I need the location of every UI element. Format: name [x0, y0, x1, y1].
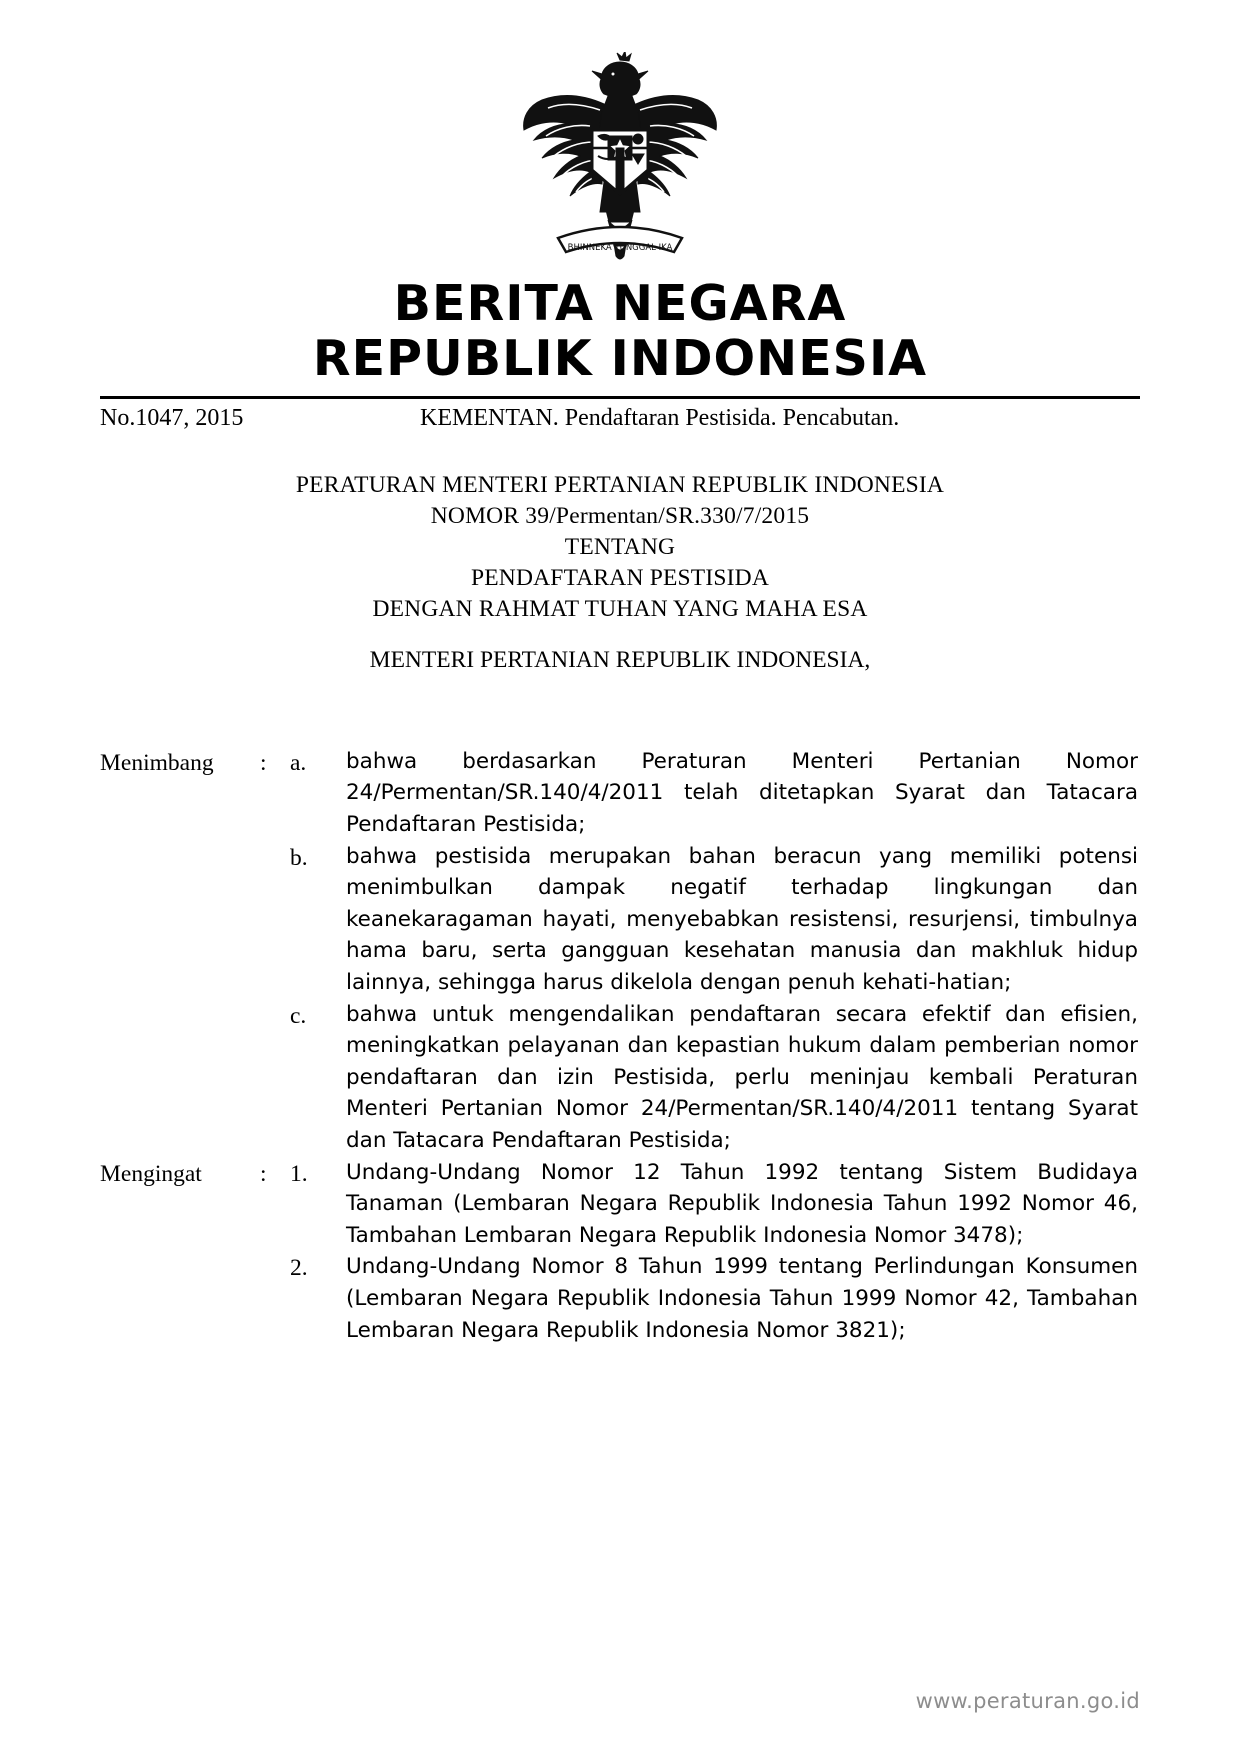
clause-label: Mengingat: [100, 1160, 202, 1187]
clause-text: bahwa pestisida merupakan bahan beracun yang memiliki potensi menimbulkan dampak negatif terhadap lingkungan dan keanekaragaman hayati, menyebabkan resistensi, resurjensi, timbulnya hama baru, serta gangguan kesehatan manusia dan makhluk hidup lainnya, sehingga harus dikelola dengan penuh kehati-hatian;: [346, 843, 1138, 995]
clause-text: Undang-Undang Nomor 8 Tahun 1999 tentang Perlindungan Konsumen (Lembaran Negara Republik Indonesia Tahun 1999 Nomor 42, Tambahan Lembaran Negara Republik Indonesia Nomor 3821);: [346, 1254, 1138, 1343]
clause-colon: :: [260, 749, 267, 776]
masthead-line-2: REPUBLIK INDONESIA: [312, 329, 928, 387]
masthead: [100, 277, 1140, 387]
issuing-authority: MENTERI PERTANIAN REPUBLIK INDONESIA,: [369, 646, 871, 673]
clause-colon: :: [260, 1160, 267, 1187]
issue-row: [100, 405, 1140, 432]
issue-number: No.1047, 2015: [100, 404, 244, 431]
masthead-line-1: BERITA NEGARA: [393, 275, 847, 332]
clause-row: [100, 1157, 1140, 1252]
clause-marker: 2.: [290, 1255, 308, 1282]
clause-row: [100, 746, 1140, 841]
issue-subject: KEMENTAN. Pendaftaran Pestisida. Pencabutan.: [420, 404, 900, 431]
garuda-pancasila-emblem: [520, 52, 720, 267]
clause-text: Undang-Undang Nomor 12 Tahun 1992 tentang Sistem Budidaya Tanaman (Lembaran Negara Republik Indonesia Tahun 1992 Nomor 46, Tambahan Lembaran Negara Republik Indonesia Nomor 3478);: [346, 1159, 1138, 1248]
clauses-section: [100, 746, 1140, 1346]
masthead-divider: [100, 396, 1140, 399]
clause-text: bahwa untuk mengendalikan pendaftaran secara efektif dan efisien, meningkatkan pelayanan dan kepastian hukum dalam pemberian nomor pendaftaran dan izin Pestisida, perlu meninjau kembali Peraturan Menteri Pertanian Nomor 24/Permentan/SR.140/4/2011 tentang Syarat dan Tatacara Pendaftaran Pestisida;: [346, 1001, 1138, 1153]
footer-watermark: www.peraturan.go.id: [915, 1689, 1140, 1713]
clause-marker: c.: [290, 1002, 307, 1029]
emblem-container: [100, 52, 1140, 277]
clause-row: [100, 999, 1140, 1157]
title-line-2: NOMOR 39/Permentan/SR.330/7/2015: [430, 502, 810, 529]
clause-marker: 1.: [290, 1160, 308, 1187]
regulation-title-block: [100, 470, 1140, 625]
clause-row: [100, 841, 1140, 999]
clause-marker: b.: [290, 844, 308, 871]
clause-marker: a.: [290, 749, 307, 776]
title-line-4: PENDAFTARAN PESTISIDA: [470, 564, 770, 591]
clause-text: bahwa berdasarkan Peraturan Menteri Pertanian Nomor 24/Permentan/SR.140/4/2011 telah ditetapkan Syarat dan Tatacara Pendaftaran Pestisida;: [346, 748, 1138, 838]
svg-text:BHINNEKA TUNGGAL IKA: BHINNEKA TUNGGAL IKA: [567, 243, 673, 253]
title-line-1: PERATURAN MENTERI PERTANIAN REPUBLIK INDONESIA: [295, 471, 945, 498]
clause-label: Menimbang: [100, 749, 214, 776]
clause-row: [100, 1251, 1140, 1346]
title-line-3: TENTANG: [564, 533, 676, 560]
title-line-5: DENGAN RAHMAT TUHAN YANG MAHA ESA: [372, 595, 868, 622]
